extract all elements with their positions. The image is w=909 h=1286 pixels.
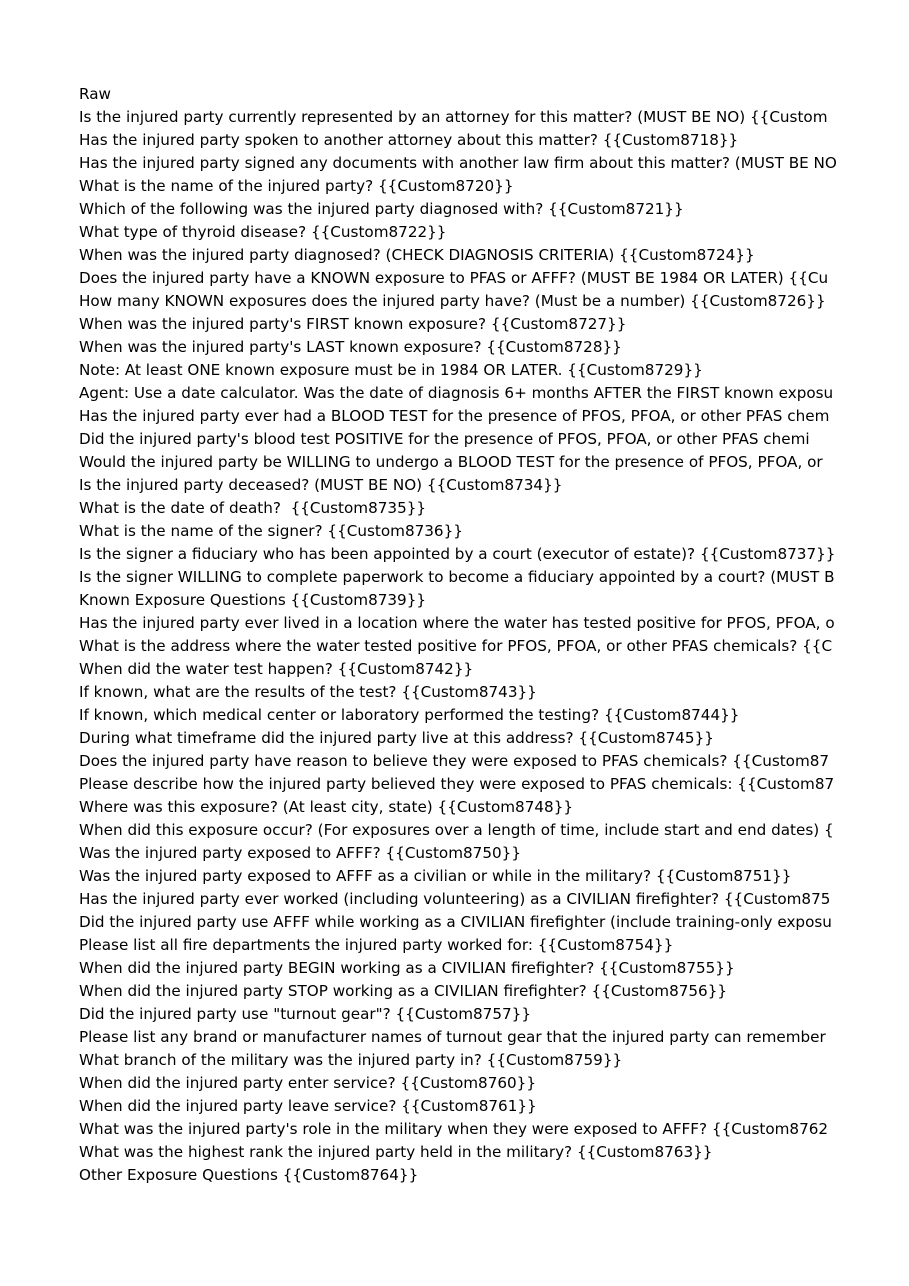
question-line: Is the injured party deceased? (MUST BE NO) {{Custom8734}} [79, 476, 563, 494]
document-body [79, 83, 909, 1187]
question-line: When was the injured party's LAST known exposure? {{Custom8728}} [79, 338, 622, 356]
question-line: When did the injured party leave service? {{Custom8761}} [79, 1097, 537, 1115]
question-line: What is the address where the water tested positive for PFOS, PFOA, or other PFAS chemicals? {{C [79, 637, 833, 655]
question-line: Did the injured party use "turnout gear"? {{Custom8757}} [79, 1005, 531, 1023]
question-line: Has the injured party ever had a BLOOD TEST for the presence of PFOS, PFOA, or other PFAS chem [79, 407, 830, 425]
question-line: Note: At least ONE known exposure must be in 1984 OR LATER. {{Custom8729}} [79, 361, 703, 379]
question-line: Has the injured party ever worked (including volunteering) as a CIVILIAN firefighter? {{Custom875 [79, 890, 831, 908]
question-line: During what timeframe did the injured party live at this address? {{Custom8745}} [79, 729, 714, 747]
question-line: Would the injured party be WILLING to undergo a BLOOD TEST for the presence of PFOS, PFOA, or [79, 453, 823, 471]
question-line: How many KNOWN exposures does the injured party have? (Must be a number) {{Custom8726}} [79, 292, 826, 310]
question-line: Was the injured party exposed to AFFF as a civilian or while in the military? {{Custom8751}} [79, 867, 792, 885]
question-line: What is the name of the injured party? {{Custom8720}} [79, 177, 514, 195]
question-line: What is the date of death? {{Custom8735}} [79, 499, 427, 517]
question-line: Where was this exposure? (At least city, state) {{Custom8748}} [79, 798, 574, 816]
question-line: Please list any brand or manufacturer names of turnout gear that the injured party can remember [79, 1028, 826, 1046]
question-line: What type of thyroid disease? {{Custom8722}} [79, 223, 447, 241]
question-line: Was the injured party exposed to AFFF? {{Custom8750}} [79, 844, 521, 862]
question-line: What is the name of the signer? {{Custom8736}} [79, 522, 463, 540]
question-line: Please list all fire departments the injured party worked for: {{Custom8754}} [79, 936, 674, 954]
question-line: Is the signer a fiduciary who has been appointed by a court (executor of estate)? {{Custom8737}} [79, 545, 836, 563]
question-line: What branch of the military was the injured party in? {{Custom8759}} [79, 1051, 623, 1069]
question-line: What was the injured party's role in the military when they were exposed to AFFF? {{Custom8762 [79, 1120, 829, 1138]
question-line: Known Exposure Questions {{Custom8739}} [79, 591, 427, 609]
question-line: Has the injured party signed any documents with another law firm about this matter? (MUST BE NO [79, 154, 837, 172]
question-line: When did the water test happen? {{Custom8742}} [79, 660, 474, 678]
question-line: Does the injured party have a KNOWN exposure to PFAS or AFFF? (MUST BE 1984 OR LATER) {{Cu [79, 269, 829, 287]
question-line: Is the injured party currently represented by an attorney for this matter? (MUST BE NO) {{Custom [79, 108, 828, 126]
question-line: Has the injured party ever lived in a location where the water has tested positive for PFOS, PFOA, o [79, 614, 835, 632]
question-line: When did the injured party STOP working as a CIVILIAN firefighter? {{Custom8756}} [79, 982, 728, 1000]
question-line: If known, which medical center or laboratory performed the testing? {{Custom8744}} [79, 706, 740, 724]
question-line: When did the injured party enter service? {{Custom8760}} [79, 1074, 537, 1092]
question-line: Which of the following was the injured party diagnosed with? {{Custom8721}} [79, 200, 684, 218]
question-line: Please describe how the injured party believed they were exposed to PFAS chemicals: {{Custom87 [79, 775, 835, 793]
question-line: Has the injured party spoken to another attorney about this matter? {{Custom8718}} [79, 131, 739, 149]
question-list [79, 106, 909, 1187]
question-line: When did the injured party BEGIN working as a CIVILIAN firefighter? {{Custom8755}} [79, 959, 735, 977]
question-line: If known, what are the results of the test? {{Custom8743}} [79, 683, 537, 701]
question-line: When was the injured party's FIRST known exposure? {{Custom8727}} [79, 315, 627, 333]
question-line: When was the injured party diagnosed? (CHECK DIAGNOSIS CRITERIA) {{Custom8724}} [79, 246, 755, 264]
question-line: Agent: Use a date calculator. Was the date of diagnosis 6+ months AFTER the FIRST known exposu [79, 384, 834, 402]
question-line: Other Exposure Questions {{Custom8764}} [79, 1166, 419, 1184]
question-line: Is the signer WILLING to complete paperwork to become a fiduciary appointed by a court? (MUST B [79, 568, 835, 586]
question-line: What was the highest rank the injured party held in the military? {{Custom8763}} [79, 1143, 713, 1161]
question-line: Does the injured party have reason to believe they were exposed to PFAS chemicals? {{Custom87 [79, 752, 830, 770]
question-line: When did this exposure occur? (For exposures over a length of time, include start and end dates) { [79, 821, 834, 839]
question-line: Did the injured party use AFFF while working as a CIVILIAN firefighter (include training-only exposu [79, 913, 832, 931]
question-line: Did the injured party's blood test POSITIVE for the presence of PFOS, PFOA, or other PFAS chemi [79, 430, 810, 448]
document-heading: Raw [79, 85, 111, 103]
